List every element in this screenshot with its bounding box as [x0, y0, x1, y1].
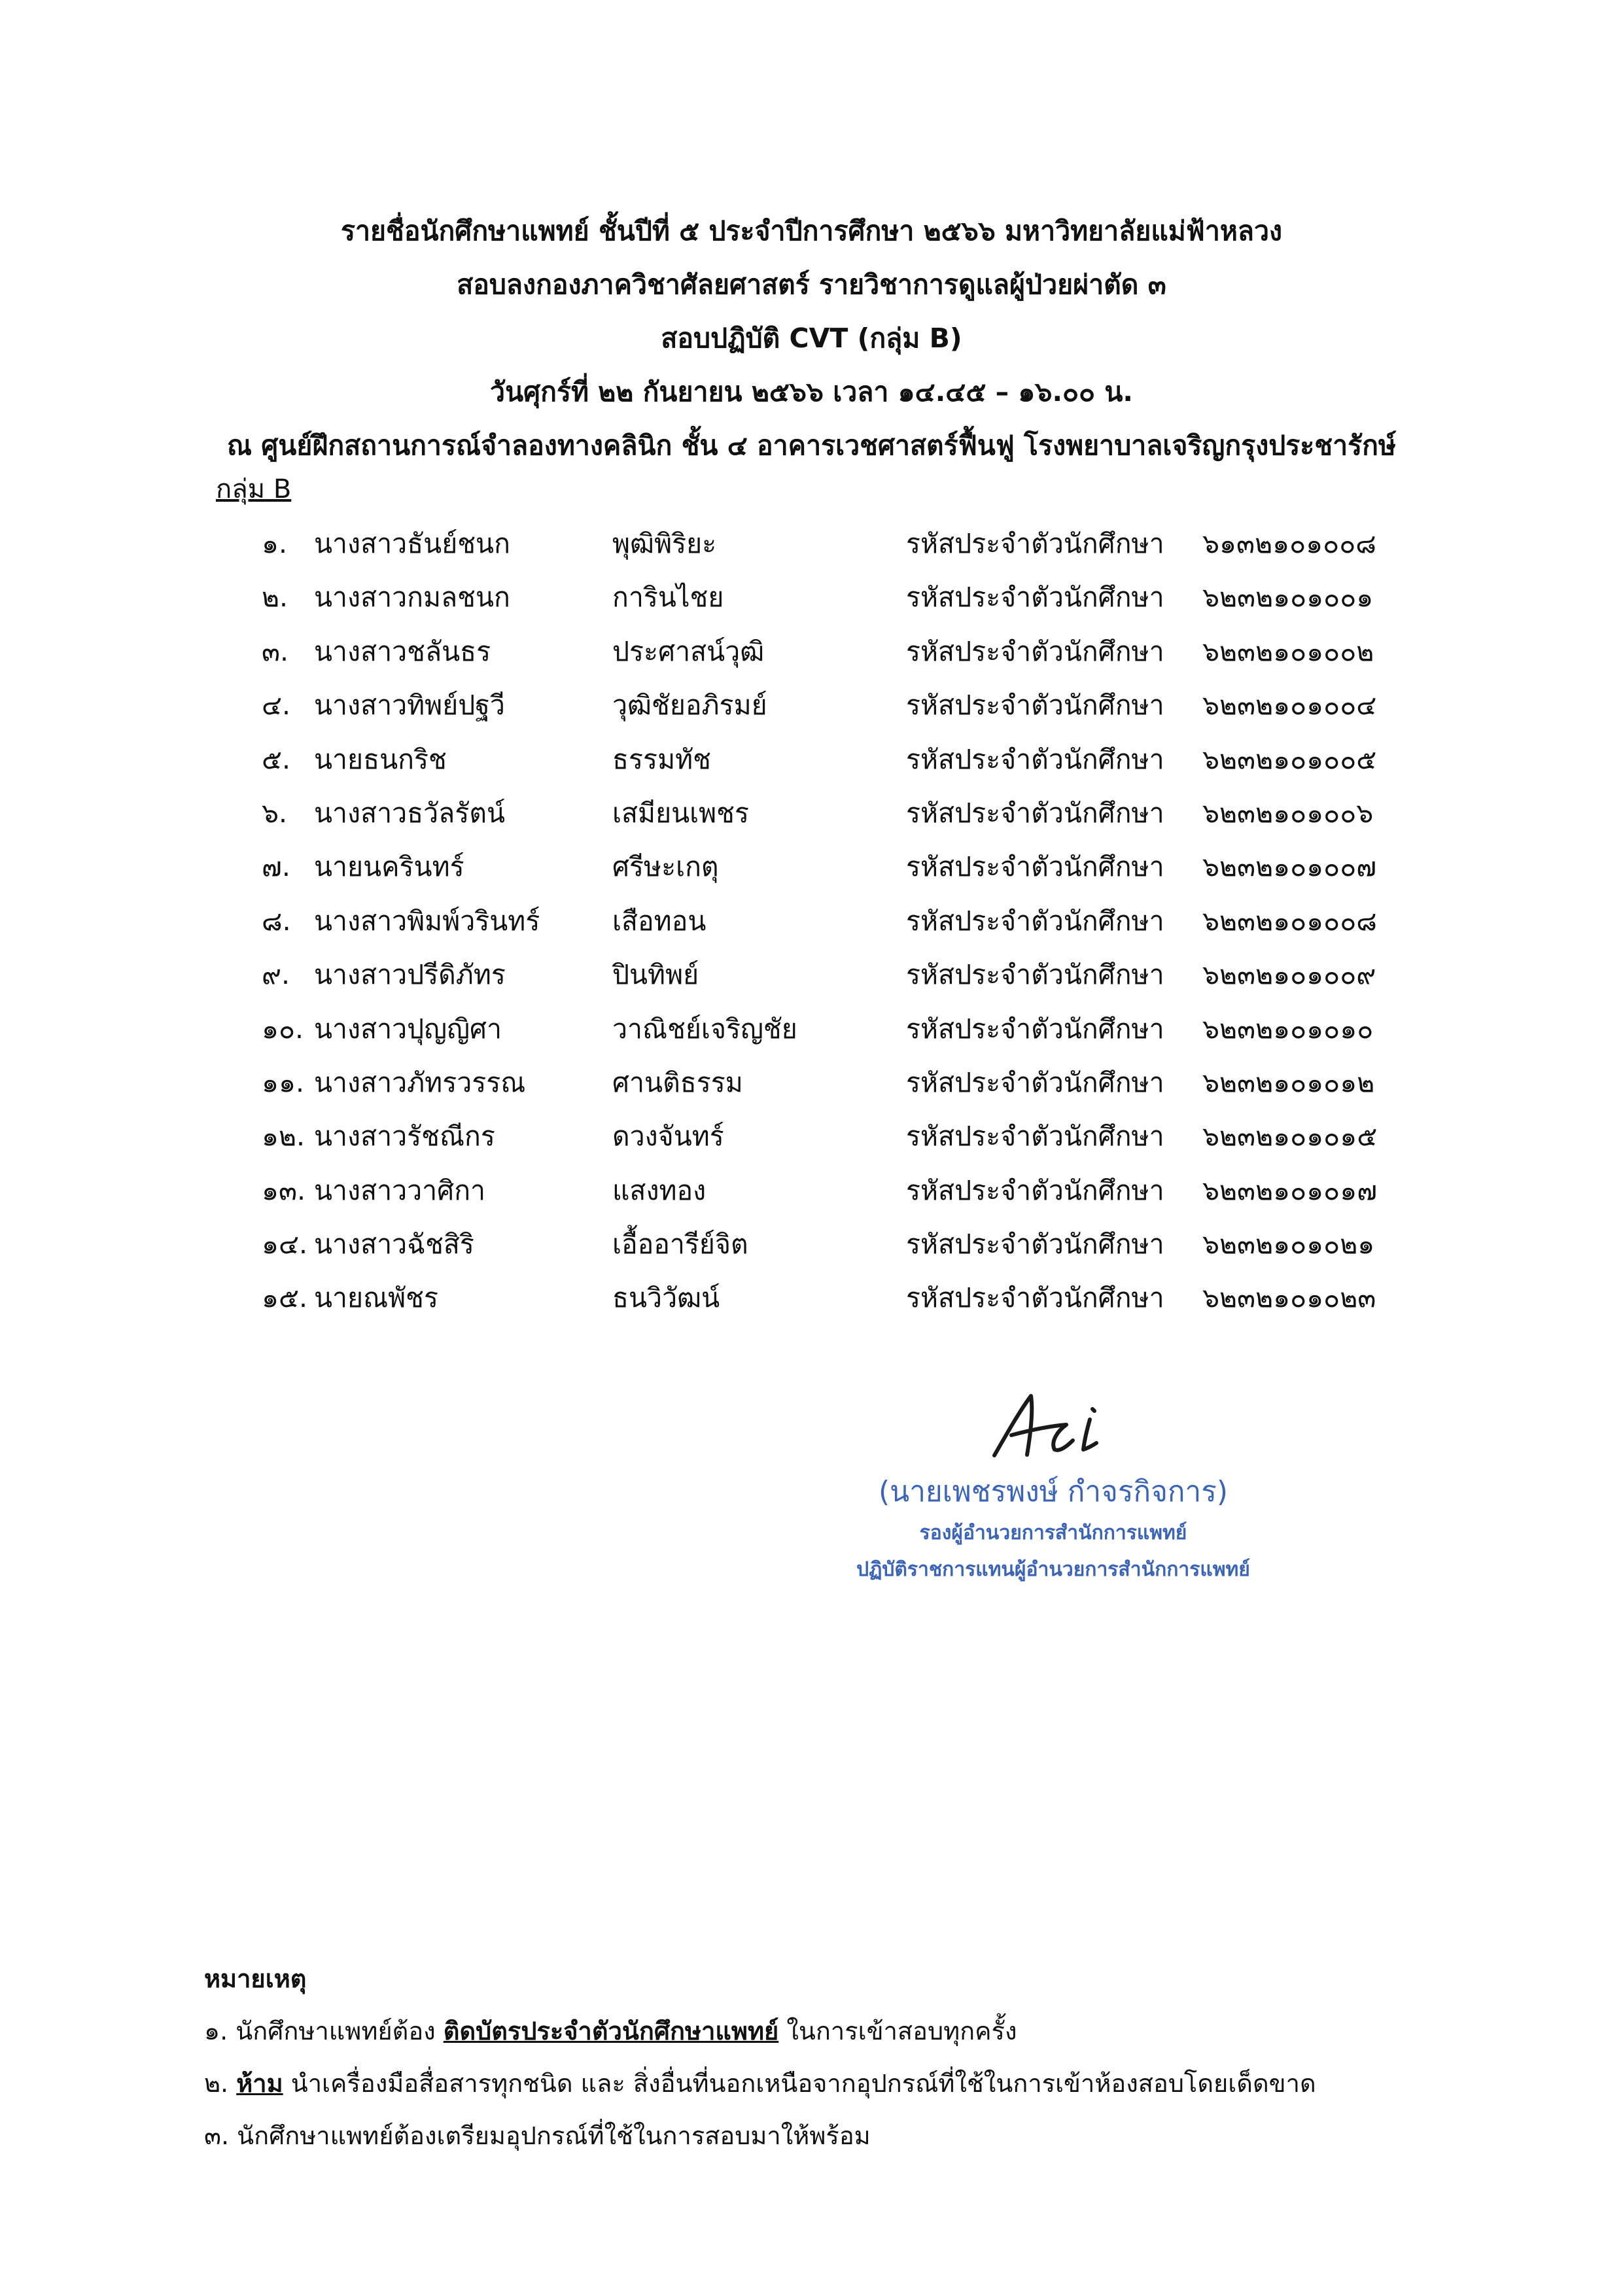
student-first-name: นายนครินทร์ [314, 851, 464, 883]
student-id-label: รหัสประจำตัวนักศึกษา [906, 1282, 1164, 1314]
note-1 [204, 2005, 1316, 2057]
student-last-name: ศานติธรรม [612, 1066, 743, 1098]
student-id: ๖๒๓๒๑๐๑๐๐๘ [1202, 905, 1377, 937]
student-last-name: พุฒิพิริยะ [612, 528, 717, 559]
student-id: ๖๒๓๒๑๐๑๐๑๐ [1202, 1013, 1374, 1045]
notes-section [204, 1953, 1316, 2162]
student-last-name: ดวงจันทร์ [612, 1121, 724, 1153]
student-roster [0, 517, 1623, 1325]
student-row [0, 625, 1623, 678]
student-number: ๑๒. [262, 1121, 305, 1153]
header-exam-course: สอบลงกองภาควิชาศัลยศาสตร์ รายวิชาการดูแลผู้ป่วยผ่าตัด ๓ [457, 269, 1166, 300]
student-row [0, 786, 1623, 840]
student-id-label: รหัสประจำตัวนักศึกษา [906, 1066, 1164, 1098]
signatory-acting-position: ปฏิบัติราชการแทนผู้อำนวยการสำนักการแพทย์ [856, 1558, 1250, 1581]
student-first-name: นางสาวฉัชสิริ [314, 1228, 474, 1261]
student-id: ๖๒๓๒๑๐๑๐๑๗ [1202, 1174, 1378, 1206]
student-first-name: นางสาวทิพย์ปฐวี [314, 689, 505, 722]
student-last-name: เสมียนเพชร [612, 797, 750, 829]
student-number: ๗. [262, 851, 290, 883]
note-2 [204, 2057, 1316, 2110]
student-id-label: รหัสประจำตัวนักศึกษา [906, 582, 1164, 614]
student-first-name: นางสาวภัทรวรรณ [314, 1066, 526, 1098]
student-first-name: นางสาวชลันธร [314, 635, 491, 667]
student-id: ๖๒๓๒๑๐๑๐๒๑ [1202, 1228, 1375, 1261]
student-row [0, 733, 1623, 786]
student-id: ๖๒๓๒๑๐๑๐๑๒ [1202, 1066, 1375, 1098]
student-number: ๙. [262, 959, 290, 991]
student-number: ๔. [262, 689, 291, 722]
notes-title: หมายเหตุ [204, 1964, 307, 1993]
student-id: ๖๒๓๒๑๐๑๐๐๗ [1202, 851, 1377, 883]
student-first-name: นางสาวธวัลรัตน์ [314, 797, 505, 829]
document-header [131, 204, 1492, 472]
student-id: ๖๒๓๒๑๐๑๐๐๖ [1202, 797, 1374, 829]
student-id-label: รหัสประจำตัวนักศึกษา [906, 905, 1164, 937]
note-2-text: นำเครื่องมือสื่อสารทุกชนิด และ สิ่งอื่นที่นอกเหนือจากอุปกรณ์ที่ใช้ในการเข้าห้องสอบโดยเด็ดขาด [283, 2069, 1316, 2098]
student-row [0, 1109, 1623, 1163]
note-2-number: ๒. [204, 2069, 237, 2098]
signatory-position: รองผู้อำนวยการสำนักการแพทย์ [919, 1522, 1187, 1544]
student-id: ๖๒๓๒๑๐๑๐๐๑ [1202, 582, 1374, 614]
student-id: ๖๒๓๒๑๐๑๐๐๙ [1202, 959, 1376, 991]
student-id: ๖๒๓๒๑๐๑๐๐๕ [1202, 743, 1377, 775]
student-id-label: รหัสประจำตัวนักศึกษา [906, 528, 1164, 559]
student-row [0, 894, 1623, 948]
student-first-name: นางสาวกมลชนก [314, 582, 510, 614]
student-id-label: รหัสประจำตัวนักศึกษา [906, 851, 1164, 883]
student-row [0, 678, 1623, 732]
student-last-name: เสือทอน [612, 905, 707, 937]
student-id-label: รหัสประจำตัวนักศึกษา [906, 689, 1164, 722]
student-first-name: นางสาวปุญญิศา [314, 1013, 502, 1045]
student-number: ๑๕. [262, 1282, 308, 1314]
student-row [0, 1271, 1623, 1325]
note-1-text: ๑. นักศึกษาแพทย์ต้อง [204, 2017, 444, 2045]
student-id-label: รหัสประจำตัวนักศึกษา [906, 1121, 1164, 1153]
student-last-name: วุฒิชัยอภิรมย์ [612, 689, 767, 722]
student-number: ๑๓. [262, 1174, 306, 1206]
note-1-text-end: ในการเข้าสอบทุกครั้ง [778, 2017, 1017, 2045]
student-row [0, 1056, 1623, 1109]
student-first-name: นางสาวธันย์ชนก [314, 528, 510, 559]
student-id-label: รหัสประจำตัวนักศึกษา [906, 635, 1164, 667]
student-last-name: ประศาสน์วุฒิ [612, 635, 765, 667]
student-first-name: นางสาววาศิกา [314, 1174, 486, 1206]
group-label: กลุ่ม B [216, 474, 292, 504]
student-number: ๖. [262, 797, 288, 829]
signatory-name: (นายเพชรพงษ์ กำจรกิจการ) [878, 1475, 1229, 1508]
student-last-name: แสงทอง [612, 1174, 707, 1206]
student-row [0, 570, 1623, 624]
header-venue: ณ ศูนย์ฝึกสถานการณ์จำลองทางคลินิก ชั้น ๔ อาคารเวชศาสตร์ฟื้นฟู โรงพยาบาลเจริญกรุงประชารักษ์ [226, 430, 1397, 461]
student-id: ๖๒๓๒๑๐๑๐๐๒ [1202, 635, 1374, 667]
student-first-name: นางสาวพิมพ์วรินทร์ [314, 905, 540, 937]
student-number: ๑๑. [262, 1066, 305, 1098]
student-id-label: รหัสประจำตัวนักศึกษา [906, 1174, 1164, 1206]
student-id: ๖๑๓๒๑๐๑๐๐๘ [1202, 528, 1376, 559]
student-row [0, 1164, 1623, 1217]
student-last-name: วาณิชย์เจริญชัย [612, 1013, 797, 1045]
student-number: ๑๐. [262, 1013, 304, 1045]
student-first-name: นายธนกริช [314, 743, 447, 775]
student-number: ๑๔. [262, 1228, 308, 1261]
student-row [0, 948, 1623, 1001]
student-id: ๖๒๓๒๑๐๑๐๐๔ [1202, 689, 1377, 722]
student-number: ๓. [262, 635, 289, 667]
note-2-emphasis: ห้าม [236, 2069, 283, 2098]
student-number: ๕. [262, 743, 291, 775]
student-row [0, 517, 1623, 570]
student-first-name: นางสาวรัชณีกร [314, 1121, 495, 1153]
student-last-name: เอื้ออารีย์จิต [612, 1228, 748, 1261]
student-last-name: ธรรมทัช [612, 743, 711, 775]
student-id-label: รหัสประจำตัวนักศึกษา [906, 797, 1164, 829]
student-id-label: รหัสประจำตัวนักศึกษา [906, 959, 1164, 991]
handwritten-signature-icon [975, 1387, 1132, 1465]
header-date-time: วันศุกร์ที่ ๒๒ กันยายน ๒๕๖๖ เวลา ๑๔.๔๕ – ๑๖.๐๐ น. [490, 376, 1133, 408]
student-first-name: นางสาวปรีดิภัทร [314, 959, 506, 991]
student-id-label: รหัสประจำตัวนักศึกษา [906, 1013, 1164, 1045]
student-number: ๘. [262, 905, 291, 937]
student-row [0, 1217, 1623, 1271]
student-last-name: ธนวิวัฒน์ [612, 1282, 720, 1314]
signature-block [805, 1387, 1302, 1588]
student-row [0, 1002, 1623, 1056]
student-id: ๖๒๓๒๑๐๑๐๑๕ [1202, 1121, 1378, 1153]
header-title: รายชื่อนักศึกษาแพทย์ ชั้นปีที่ ๕ ประจำปีการศึกษา ๒๕๖๖ มหาวิทยาลัยแม่ฟ้าหลวง [340, 215, 1283, 247]
student-row [0, 840, 1623, 894]
student-id-label: รหัสประจำตัวนักศึกษา [906, 1228, 1164, 1261]
student-id-label: รหัสประจำตัวนักศึกษา [906, 743, 1164, 775]
note-3: ๓. นักศึกษาแพทย์ต้องเตรียมอุปกรณ์ที่ใช้ในการสอบมาให้พร้อม [204, 2121, 871, 2150]
student-last-name: ปินทิพย์ [612, 959, 699, 991]
note-1-emphasis: ติดบัตรประจำตัวนักศึกษาแพทย์ [443, 2017, 779, 2045]
student-number: ๒. [262, 582, 288, 614]
header-exam-type: สอบปฏิบัติ CVT (กลุ่ม B) [661, 322, 962, 354]
student-last-name: ศรีษะเกตุ [612, 851, 719, 883]
student-first-name: นายณพัชร [314, 1282, 438, 1314]
student-number: ๑. [262, 528, 288, 559]
student-last-name: การินไชย [612, 582, 724, 614]
student-id: ๖๒๓๒๑๐๑๐๒๓ [1202, 1282, 1376, 1314]
